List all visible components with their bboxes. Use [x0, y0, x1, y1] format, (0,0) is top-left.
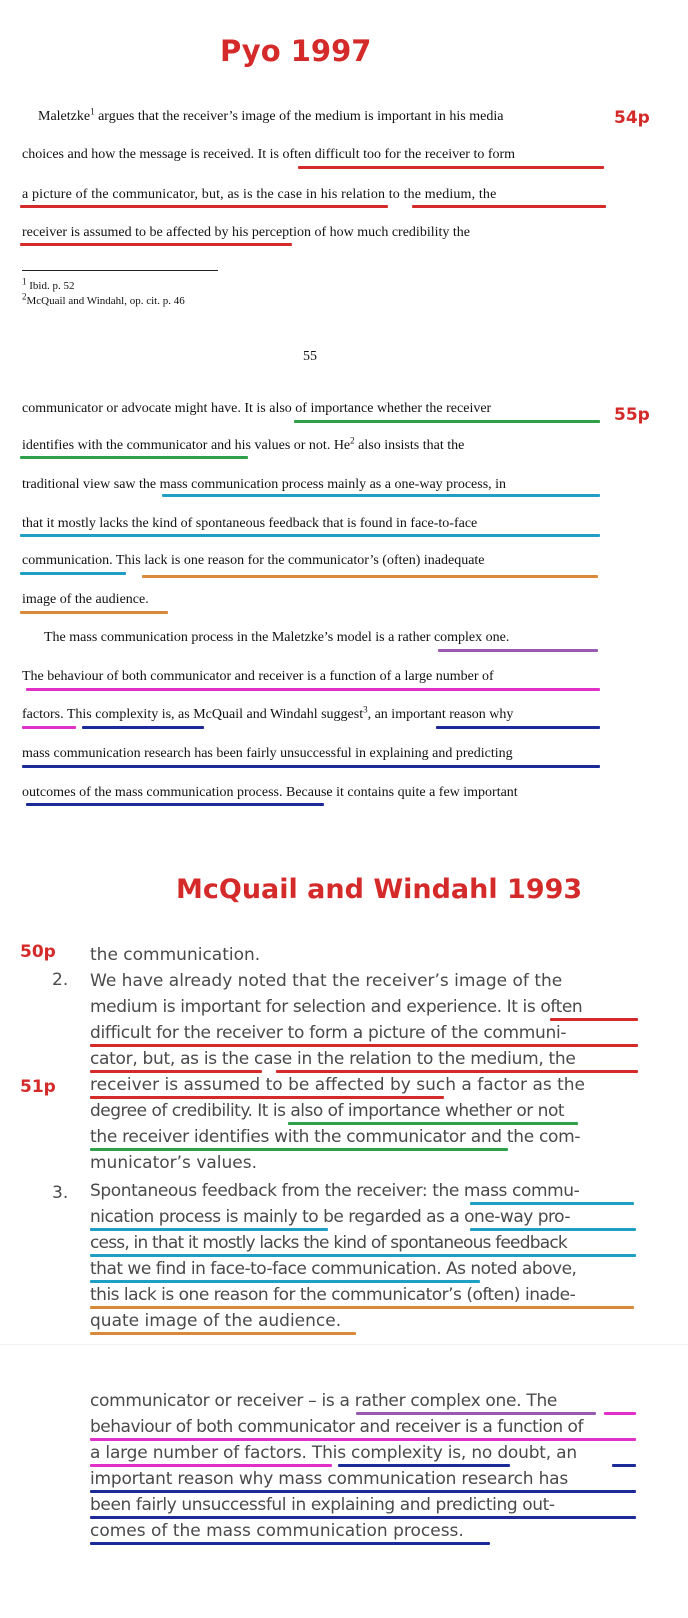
pyo-p1-line-1: Maletzke$^1$ argues that the receiver’s image of the medium is important in his media	[38, 106, 504, 124]
mcquail-line: been fairly unsuccessful in explaining and predicting out-	[90, 1495, 555, 1515]
item-number-2: 2.	[52, 970, 69, 990]
underline-navy	[26, 803, 324, 806]
underline-red	[276, 1070, 638, 1073]
mcquail-line: degree of credibility. It is also of importance whether or not	[90, 1101, 565, 1121]
mcquail-line: medium is important for selection and experience. It is often	[90, 997, 583, 1017]
mcquail-line: that we find in face-to-face communication. As noted above,	[90, 1259, 577, 1279]
mcquail-line: Spontaneous feedback from the receiver: the mass commu-	[90, 1181, 580, 1201]
pyo-p2-line-5: communication. This lack is one reason for the communicator’s (often) inadequate	[22, 553, 485, 568]
pyo-p2-line-4: that it mostly lacks the kind of spontaneous feedback that is found in face-to-face	[22, 516, 478, 531]
mcquail-line: a large number of factors. This complexity is, no doubt, an	[90, 1443, 577, 1463]
pyo-p3-line-1: The mass communication process in the Maletzke’s model is a rather complex one.	[44, 630, 510, 645]
mcquail-line: nication process is mainly to be regarded as a one-way pro-	[90, 1207, 570, 1227]
underline-green	[288, 1122, 578, 1125]
pyo-p3-line-5: outcomes of the mass communication process. Because it contains quite a few important	[22, 785, 518, 800]
underline-navy	[338, 1464, 510, 1467]
underline-cyan	[90, 1228, 328, 1231]
pyo-p2-line-3: traditional view saw the mass communication process mainly as a one-way process, in	[22, 477, 507, 492]
mcquail-line: cess, in that it mostly lacks the kind of spontaneous feedback	[90, 1233, 567, 1253]
pyo-p1-line-4: receiver is assumed to be affected by his perception of how much credibility the	[22, 225, 470, 240]
pyo-p1-line-2: choices and how the message is received. It is often difficult too for the receiver to form	[22, 147, 516, 162]
mcquail-line: quate image of the audience.	[90, 1311, 342, 1331]
underline-navy	[612, 1464, 636, 1467]
mcquail-line: municator’s values.	[90, 1153, 258, 1173]
mcquail-line: difficult for the receiver to form a picture of the communi-	[90, 1023, 567, 1043]
page-tag-55p: 55p	[614, 405, 650, 425]
footnote-rule	[22, 270, 218, 271]
page-tag-50p: 50p	[20, 942, 56, 962]
underline-green	[90, 1148, 508, 1151]
underline-green	[294, 420, 600, 423]
underline-green	[20, 456, 248, 459]
underline-red	[20, 243, 292, 246]
page-number: 55	[303, 349, 317, 364]
underline-navy	[90, 1490, 636, 1493]
underline-red	[20, 205, 388, 208]
underline-purple	[356, 1412, 596, 1415]
underline-magenta	[26, 688, 600, 691]
underline-navy	[82, 726, 204, 729]
item-number-3: 3.	[52, 1183, 69, 1203]
mcquail-line: We have already noted that the receiver’s image of the	[90, 971, 563, 991]
pyo-p2-line-6: image of the audience.	[22, 592, 149, 607]
mcquail-line: this lack is one reason for the communicator’s (often) inade-	[90, 1285, 576, 1305]
pyo-p2-line-2: identifies with the communicator and his values or not. He$^2$ also insists that the	[22, 435, 465, 453]
pyo-p1-line-3: a picture of the communicator, but, as is the case in his relation to the medium, the	[22, 187, 497, 202]
underline-navy	[90, 1516, 636, 1519]
underline-orange	[90, 1332, 356, 1335]
pyo-heading: Pyo 1997	[220, 34, 372, 68]
pyo-p2-line-1: communicator or advocate might have. It is also of importance whether the receiver	[22, 401, 492, 416]
footnote-1: $^1$ Ibid. p. 52	[22, 276, 75, 292]
underline-red	[550, 1018, 638, 1021]
underline-magenta	[90, 1464, 332, 1467]
underline-cyan	[20, 572, 126, 575]
underline-cyan	[90, 1280, 480, 1283]
mcquail-line: the receiver identifies with the communicator and the com-	[90, 1127, 581, 1147]
mcquail-line: the communication.	[90, 945, 261, 965]
underline-red	[298, 166, 604, 169]
mcquail-line: cator, but, as is the case in the relation to the medium, the	[90, 1049, 576, 1069]
pyo-p3-line-3: factors. This complexity is, as McQuail and Windahl suggest$^3$, an important reason why	[22, 704, 514, 722]
underline-purple	[438, 649, 598, 652]
underline-cyan	[90, 1254, 636, 1257]
underline-navy	[436, 726, 600, 729]
underline-cyan	[20, 534, 600, 537]
underline-red	[412, 205, 606, 208]
pyo-p3-line-4: mass communication research has been fairly unsuccessful in explaining and predicting	[22, 746, 513, 761]
underline-red	[90, 1044, 638, 1047]
footnote-2: $^2$McQuail and Windahl, op. cit. p. 46	[22, 291, 185, 307]
underline-magenta	[22, 726, 76, 729]
section-separator	[0, 1344, 688, 1345]
underline-cyan	[162, 494, 600, 497]
underline-red	[90, 1096, 444, 1099]
underline-navy	[22, 765, 600, 768]
underline-cyan	[470, 1228, 636, 1231]
mcquail-line: important reason why mass communication research has	[90, 1469, 569, 1489]
underline-magenta	[604, 1412, 636, 1415]
underline-orange	[142, 575, 598, 578]
underline-navy	[90, 1542, 490, 1545]
mcquail-line: communicator or receiver – is a rather complex one. The	[90, 1391, 558, 1411]
underline-orange	[20, 611, 168, 614]
underline-red	[90, 1070, 262, 1073]
mcquail-heading: McQuail and Windahl 1993	[176, 874, 583, 905]
mcquail-line: comes of the mass communication process.	[90, 1521, 464, 1541]
mcquail-line: receiver is assumed to be affected by such a factor as the	[90, 1075, 586, 1095]
underline-orange	[90, 1306, 634, 1309]
underline-magenta	[90, 1438, 636, 1441]
page-tag-51p: 51p	[20, 1077, 56, 1097]
mcquail-line: behaviour of both communicator and receiver is a function of	[90, 1417, 583, 1437]
pyo-p3-line-2: The behaviour of both communicator and receiver is a function of a large number of	[22, 669, 494, 684]
underline-cyan	[470, 1202, 634, 1205]
page-tag-54p: 54p	[614, 108, 650, 128]
